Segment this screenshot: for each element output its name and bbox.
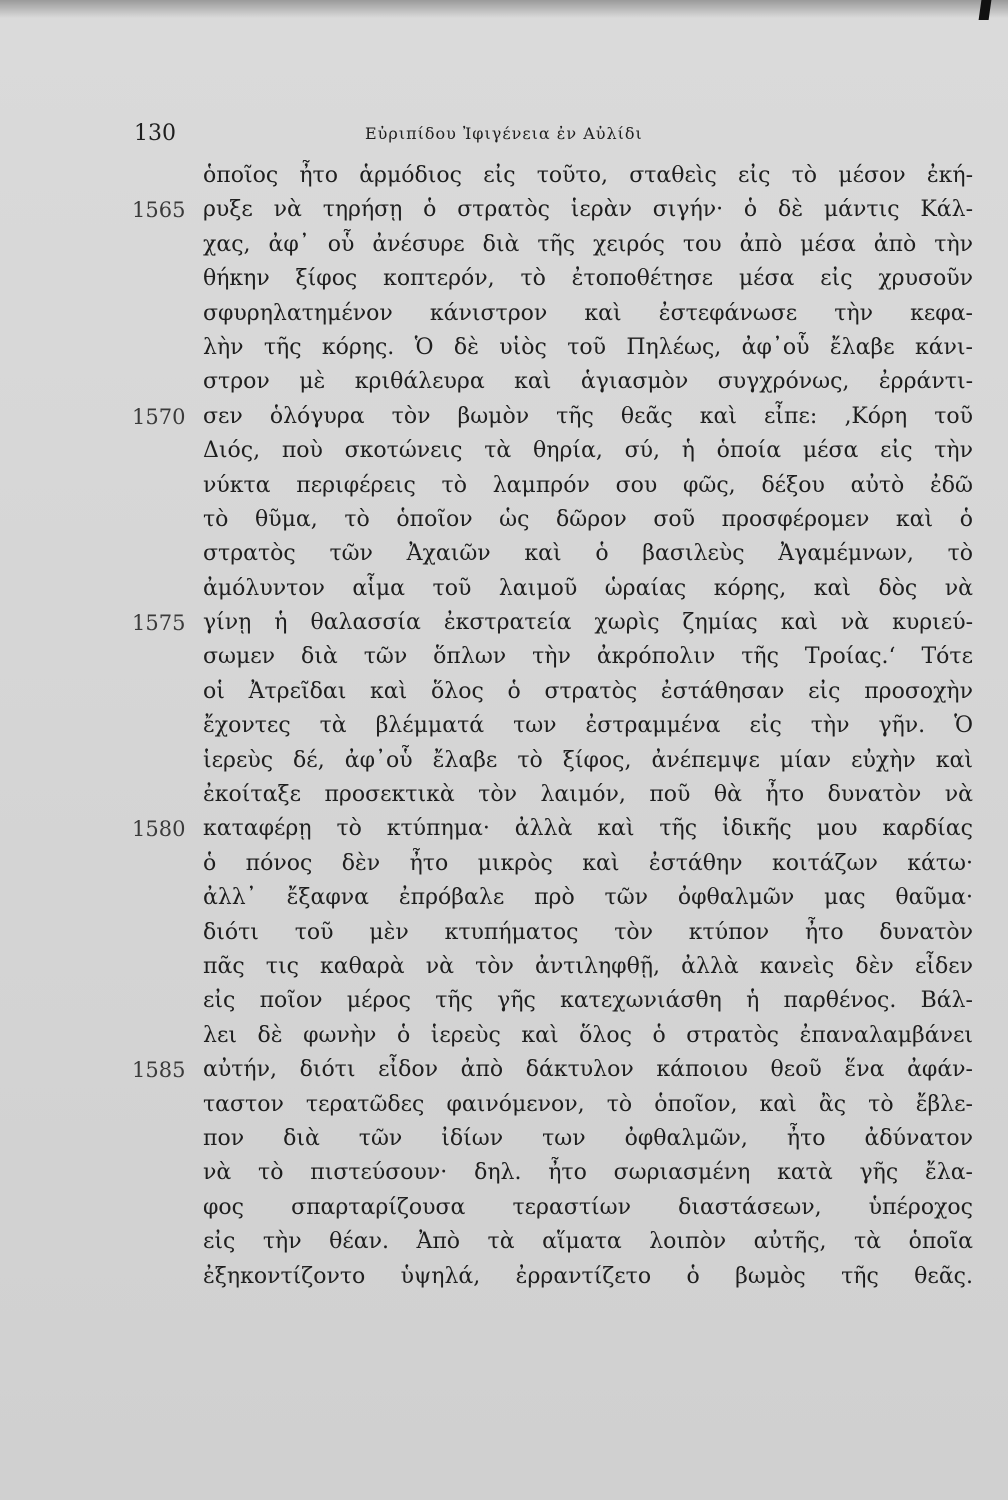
line-text: σφυρηλατημένον κάνιστρον καὶ ἐστεφάνωσε τὴν κεφα- [203, 300, 973, 326]
line-number: 1580 [132, 817, 186, 842]
text-line [0, 399, 1008, 433]
text-line [0, 1018, 1008, 1052]
line-number: 1585 [132, 1058, 186, 1083]
line-text: πᾶς τις καθαρὰ νὰ τὸν ἀντιληφθῇ, ἀλλὰ κανεὶς δὲν εἶδεν [203, 953, 973, 979]
running-head: Εὐριπίδου Ἰφιγένεια ἐν Αὐλίδι [365, 124, 643, 143]
line-text: Διός, ποὺ σκοτώνεις τὰ θηρία, σύ, ἡ ὁποία μέσα εἰς τὴν [203, 438, 973, 464]
line-text: ρυξε νὰ τηρήσῃ ὁ στρατὸς ἱερὰν σιγήν· ὁ δὲ μάντις Κάλ- [203, 197, 973, 223]
text-line [0, 880, 1008, 914]
text-line [0, 1121, 1008, 1155]
text-line [0, 639, 1008, 673]
line-text: ἔχοντες τὰ βλέμματά των ἐστραμμένα εἰς τὴν γῆν. Ὁ [203, 713, 973, 739]
line-text: εἰς ποῖον μέρος τῆς γῆς κατεχωνιάσθη ἡ παρθένος. Βάλ- [203, 988, 973, 1014]
text-line [0, 364, 1008, 398]
text-line [0, 915, 1008, 949]
text-line [0, 158, 1008, 192]
text-line [0, 983, 1008, 1017]
line-text: νὰ τὸ πιστεύσουν· δηλ. ἦτο σωριασμένη κατὰ γῆς ἔλα- [203, 1160, 973, 1186]
line-text: σεν ὁλόγυρα τὸν βωμὸν τῆς θεᾶς καὶ εἶπε: ‚Κόρη τοῦ [203, 403, 973, 429]
text-block [0, 158, 1008, 1293]
line-text: θήκην ξίφος κοπτερόν, τὸ ἐτοποθέτησε μέσα εἰς χρυσοῦν [203, 266, 973, 292]
text-line [0, 605, 1008, 639]
line-text: πον διὰ τῶν ἰδίων των ὀφθαλμῶν, ἦτο ἀδύνατον [203, 1125, 973, 1151]
text-line [0, 708, 1008, 742]
text-line [0, 743, 1008, 777]
line-text: ὁ πόνος δὲν ἦτο μικρὸς καὶ ἐστάθην κοιτάζων κάτω· [203, 850, 973, 876]
line-text: νύκτα περιφέρεις τὸ λαμπρόν σου φῶς, δέξου αὐτὸ ἐδῶ [203, 472, 973, 498]
text-line [0, 502, 1008, 536]
line-text: φος σπαρταρίζουσα τεραστίων διαστάσεων, ὑπέροχος [203, 1194, 973, 1220]
line-text: τὸ θῦμα, τὸ ὁποῖον ὡς δῶρον σοῦ προσφέρομεν καὶ ὁ [203, 506, 973, 532]
line-text: στρον μὲ κριθάλευρα καὶ ἁγιασμὸν συγχρόνως, ἐρράντι- [203, 369, 973, 395]
text-line [0, 468, 1008, 502]
line-text: λὴν τῆς κόρης. Ὁ δὲ υἱὸς τοῦ Πηλέως, ἀφ᾽οὗ ἔλαβε κάνι- [203, 334, 973, 360]
text-line [0, 536, 1008, 570]
text-line [0, 674, 1008, 708]
text-line [0, 261, 1008, 295]
text-line [0, 846, 1008, 880]
text-line [0, 1259, 1008, 1293]
page-number: 130 [134, 121, 176, 146]
text-line [0, 227, 1008, 261]
line-text: ἀμόλυντον αἷμα τοῦ λαιμοῦ ὡραίας κόρης, καὶ δὸς νὰ [203, 575, 973, 601]
line-number: 1565 [132, 198, 186, 223]
text-line [0, 949, 1008, 983]
text-line [0, 1087, 1008, 1121]
page-header [0, 116, 1008, 152]
line-text: λει δὲ φωνὴν ὁ ἱερεὺς καὶ ὅλος ὁ στρατὸς ἐπαναλαμβάνει [203, 1022, 973, 1048]
line-text: αὐτήν, διότι εἶδον ἀπὸ δάκτυλον κάποιου θεοῦ ἕνα ἀφάν- [203, 1057, 973, 1083]
text-line [0, 330, 1008, 364]
line-text: χας, ἀφ᾽ οὗ ἀνέσυρε διὰ τῆς χειρός του ἀπὸ μέσα ἀπὸ τὴν [203, 231, 973, 257]
line-text: εἰς τὴν θέαν. Ἀπὸ τὰ αἵματα λοιπὸν αὐτῆς, τὰ ὁποῖα [203, 1229, 973, 1255]
text-line [0, 433, 1008, 467]
text-line [0, 1224, 1008, 1258]
line-text: ἀλλ᾽ ἔξαφνα ἐπρόβαλε πρὸ τῶν ὀφθαλμῶν μας θαῦμα· [203, 885, 973, 911]
text-line [0, 1052, 1008, 1086]
line-text: γίνῃ ἡ θαλασσία ἐκστρατεία χωρὶς ζημίας καὶ νὰ κυριεύ- [203, 610, 973, 636]
text-line [0, 1190, 1008, 1224]
line-text: ἐκοίταξε προσεκτικὰ τὸν λαιμόν, ποῦ θὰ ἦτο δυνατὸν νὰ [203, 782, 973, 808]
line-number: 1575 [132, 611, 186, 636]
line-text: σωμεν διὰ τῶν ὅπλων τὴν ἀκρόπολιν τῆς Τροίας.‘ Τότε [203, 644, 973, 670]
text-line [0, 192, 1008, 226]
line-text: ταστον τερατῶδες φαινόμενον, τὸ ὁποῖον, καὶ ἂς τὸ ἔβλε- [203, 1091, 973, 1117]
line-text: στρατὸς τῶν Ἀχαιῶν καὶ ὁ βασιλεὺς Ἀγαμέμνων, τὸ [203, 541, 973, 567]
line-text: ἐξηκοντίζοντο ὑψηλά, ἐρραντίζετο ὁ βωμὸς τῆς θεᾶς. [203, 1263, 973, 1289]
top-edge-shadow [0, 0, 1008, 18]
text-line [0, 777, 1008, 811]
line-text: ὁποῖος ἦτο ἁρμόδιος εἰς τοῦτο, σταθεὶς εἰς τὸ μέσον ἐκή- [203, 163, 973, 188]
line-text: καταφέρῃ τὸ κτύπημα· ἀλλὰ καὶ τῆς ἰδικῆς μου καρδίας [203, 816, 973, 842]
line-number: 1570 [132, 404, 186, 429]
text-line [0, 811, 1008, 845]
line-text: οἱ Ἀτρεῖδαι καὶ ὅλος ὁ στρατὸς ἐστάθησαν εἰς προσοχὴν [203, 678, 973, 704]
text-line [0, 571, 1008, 605]
line-text: ἱερεὺς δέ, ἀφ᾽οὗ ἔλαβε τὸ ξίφος, ἀνέπεμψε μίαν εὐχὴν καὶ [203, 747, 973, 773]
text-line [0, 1155, 1008, 1189]
line-text: διότι τοῦ μὲν κτυπήματος τὸν κτύπον ἦτο δυνατὸν [203, 919, 973, 945]
text-line [0, 296, 1008, 330]
